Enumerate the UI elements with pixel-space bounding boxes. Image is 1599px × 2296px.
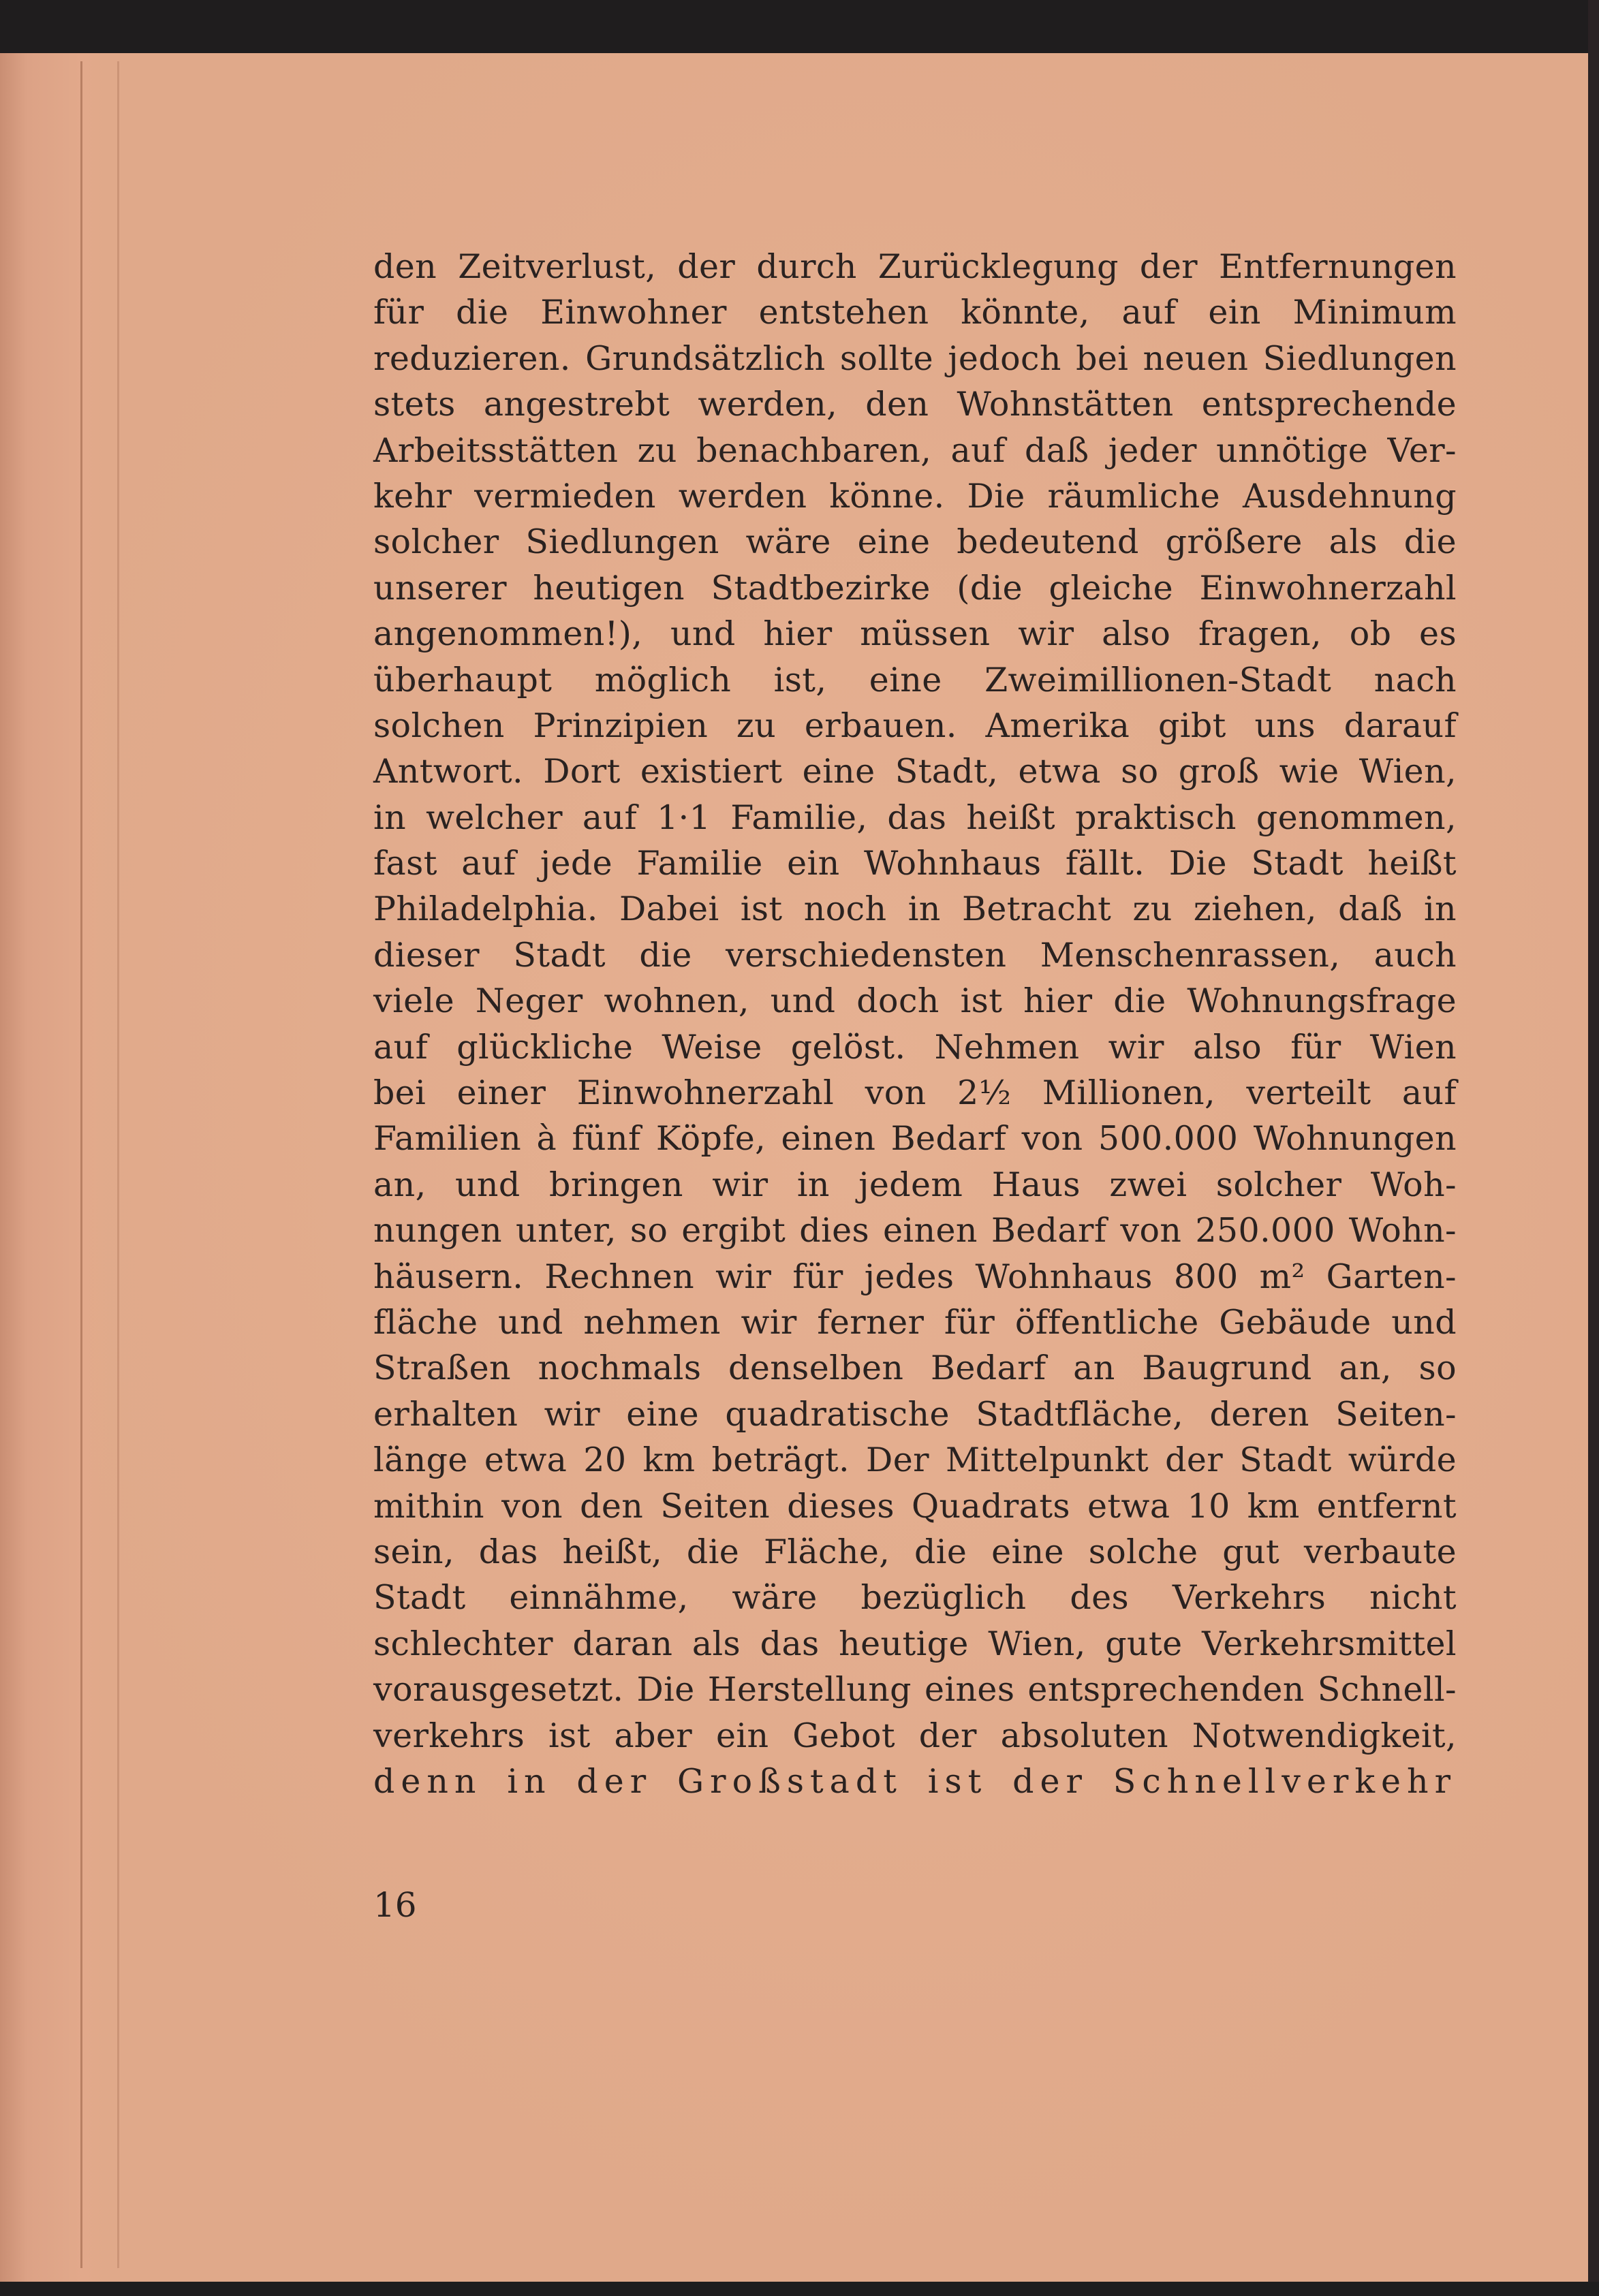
gutter-fold-line [80,61,82,2268]
page-number: 16 [373,1885,417,1925]
text-line: kehr vermieden werden könne. Die räumliche Ausdehnung [373,476,1457,516]
text-line: Arbeitsstätten zu benachbaren, auf daß jeder unnötige Ver- [373,430,1457,470]
page-gutter-shadow [0,53,109,2282]
scan-bottom-border [0,2282,1599,2296]
text-line: stets angestrebt werden, den Wohnstätten entsprechende [373,385,1457,424]
text-line: Stadt einnähme, wäre bezüglich des Verkehrs nicht [373,1578,1457,1618]
text-line: schlechter daran als das heutige Wien, gute Verkehrsmittel [373,1624,1457,1663]
text-line: Philadelphia. Dabei ist noch in Betracht zu ziehen, daß in [373,890,1457,929]
text-line: nungen unter, so ergibt dies einen Bedarf von 250.000 Wohn- [373,1211,1457,1251]
text-line: dieser Stadt die verschiedensten Menschenrassen, auch [373,935,1457,975]
text-line: den Zeitverlust, der durch Zurücklegung der Entfernungen [373,247,1457,286]
text-line: fläche und nehmen wir ferner für öffentliche Gebäude und [373,1302,1457,1342]
text-line: fast auf jede Familie ein Wohnhaus fällt. Die Stadt heißt [373,844,1457,883]
text-line: denn in der Großstadt ist der Schnellverkehr [373,1761,1457,1801]
text-line: auf glückliche Weise gelöst. Nehmen wir also für Wien [373,1027,1457,1067]
text-line: für die Einwohner entstehen könnte, auf ein Minimum [373,293,1457,332]
text-line: länge etwa 20 km beträgt. Der Mittelpunkt der Stadt würde [373,1441,1457,1480]
text-line: unserer heutigen Stadtbezirke (die gleiche Einwohnerzahl [373,568,1457,608]
text-line: vorausgesetzt. Die Herstellung eines entsprechenden Schnell- [373,1670,1457,1710]
text-line: viele Neger wohnen, und doch ist hier die Wohnungsfrage [373,981,1457,1021]
text-line: solcher Siedlungen wäre eine bedeutend größere als die [373,522,1457,562]
body-text [373,244,1457,1804]
text-line: Antwort. Dort existiert eine Stadt, etwa so groß wie Wien, [373,752,1457,791]
scan-top-border [0,0,1599,53]
text-line: bei einer Einwohnerzahl von 2½ Millionen, verteilt auf [373,1073,1457,1113]
text-line: angenommen!), und hier müssen wir also fragen, ob es [373,614,1457,654]
text-line: in welcher auf 1·1 Familie, das heißt praktisch genommen, [373,798,1457,837]
gutter-fold-line [117,61,119,2268]
text-line: verkehrs ist aber ein Gebot der absoluten Notwendigkeit, [373,1716,1457,1755]
text-line: solchen Prinzipien zu erbauen. Amerika gibt uns darauf [373,706,1457,745]
text-line: erhalten wir eine quadratische Stadtfläche, deren Seiten- [373,1394,1457,1434]
text-line: reduzieren. Grundsätzlich sollte jedoch bei neuen Siedlungen [373,339,1457,378]
text-line: Straßen nochmals denselben Bedarf an Baugrund an, so [373,1349,1457,1388]
text-line: überhaupt möglich ist, eine Zweimillionen-Stadt nach [373,660,1457,699]
text-line: häusern. Rechnen wir für jedes Wohnhaus 800 m² Garten- [373,1257,1457,1296]
text-line: mithin von den Seiten dieses Quadrats etwa 10 km entfernt [373,1486,1457,1526]
scan-right-border [1588,0,1599,2296]
text-line: an, und bringen wir in jedem Haus zwei solcher Woh- [373,1165,1457,1204]
text-line: Familien à fünf Köpfe, einen Bedarf von 500.000 Wohnungen [373,1119,1457,1159]
text-line: sein, das heißt, die Fläche, die eine solche gut verbaute [373,1532,1457,1571]
